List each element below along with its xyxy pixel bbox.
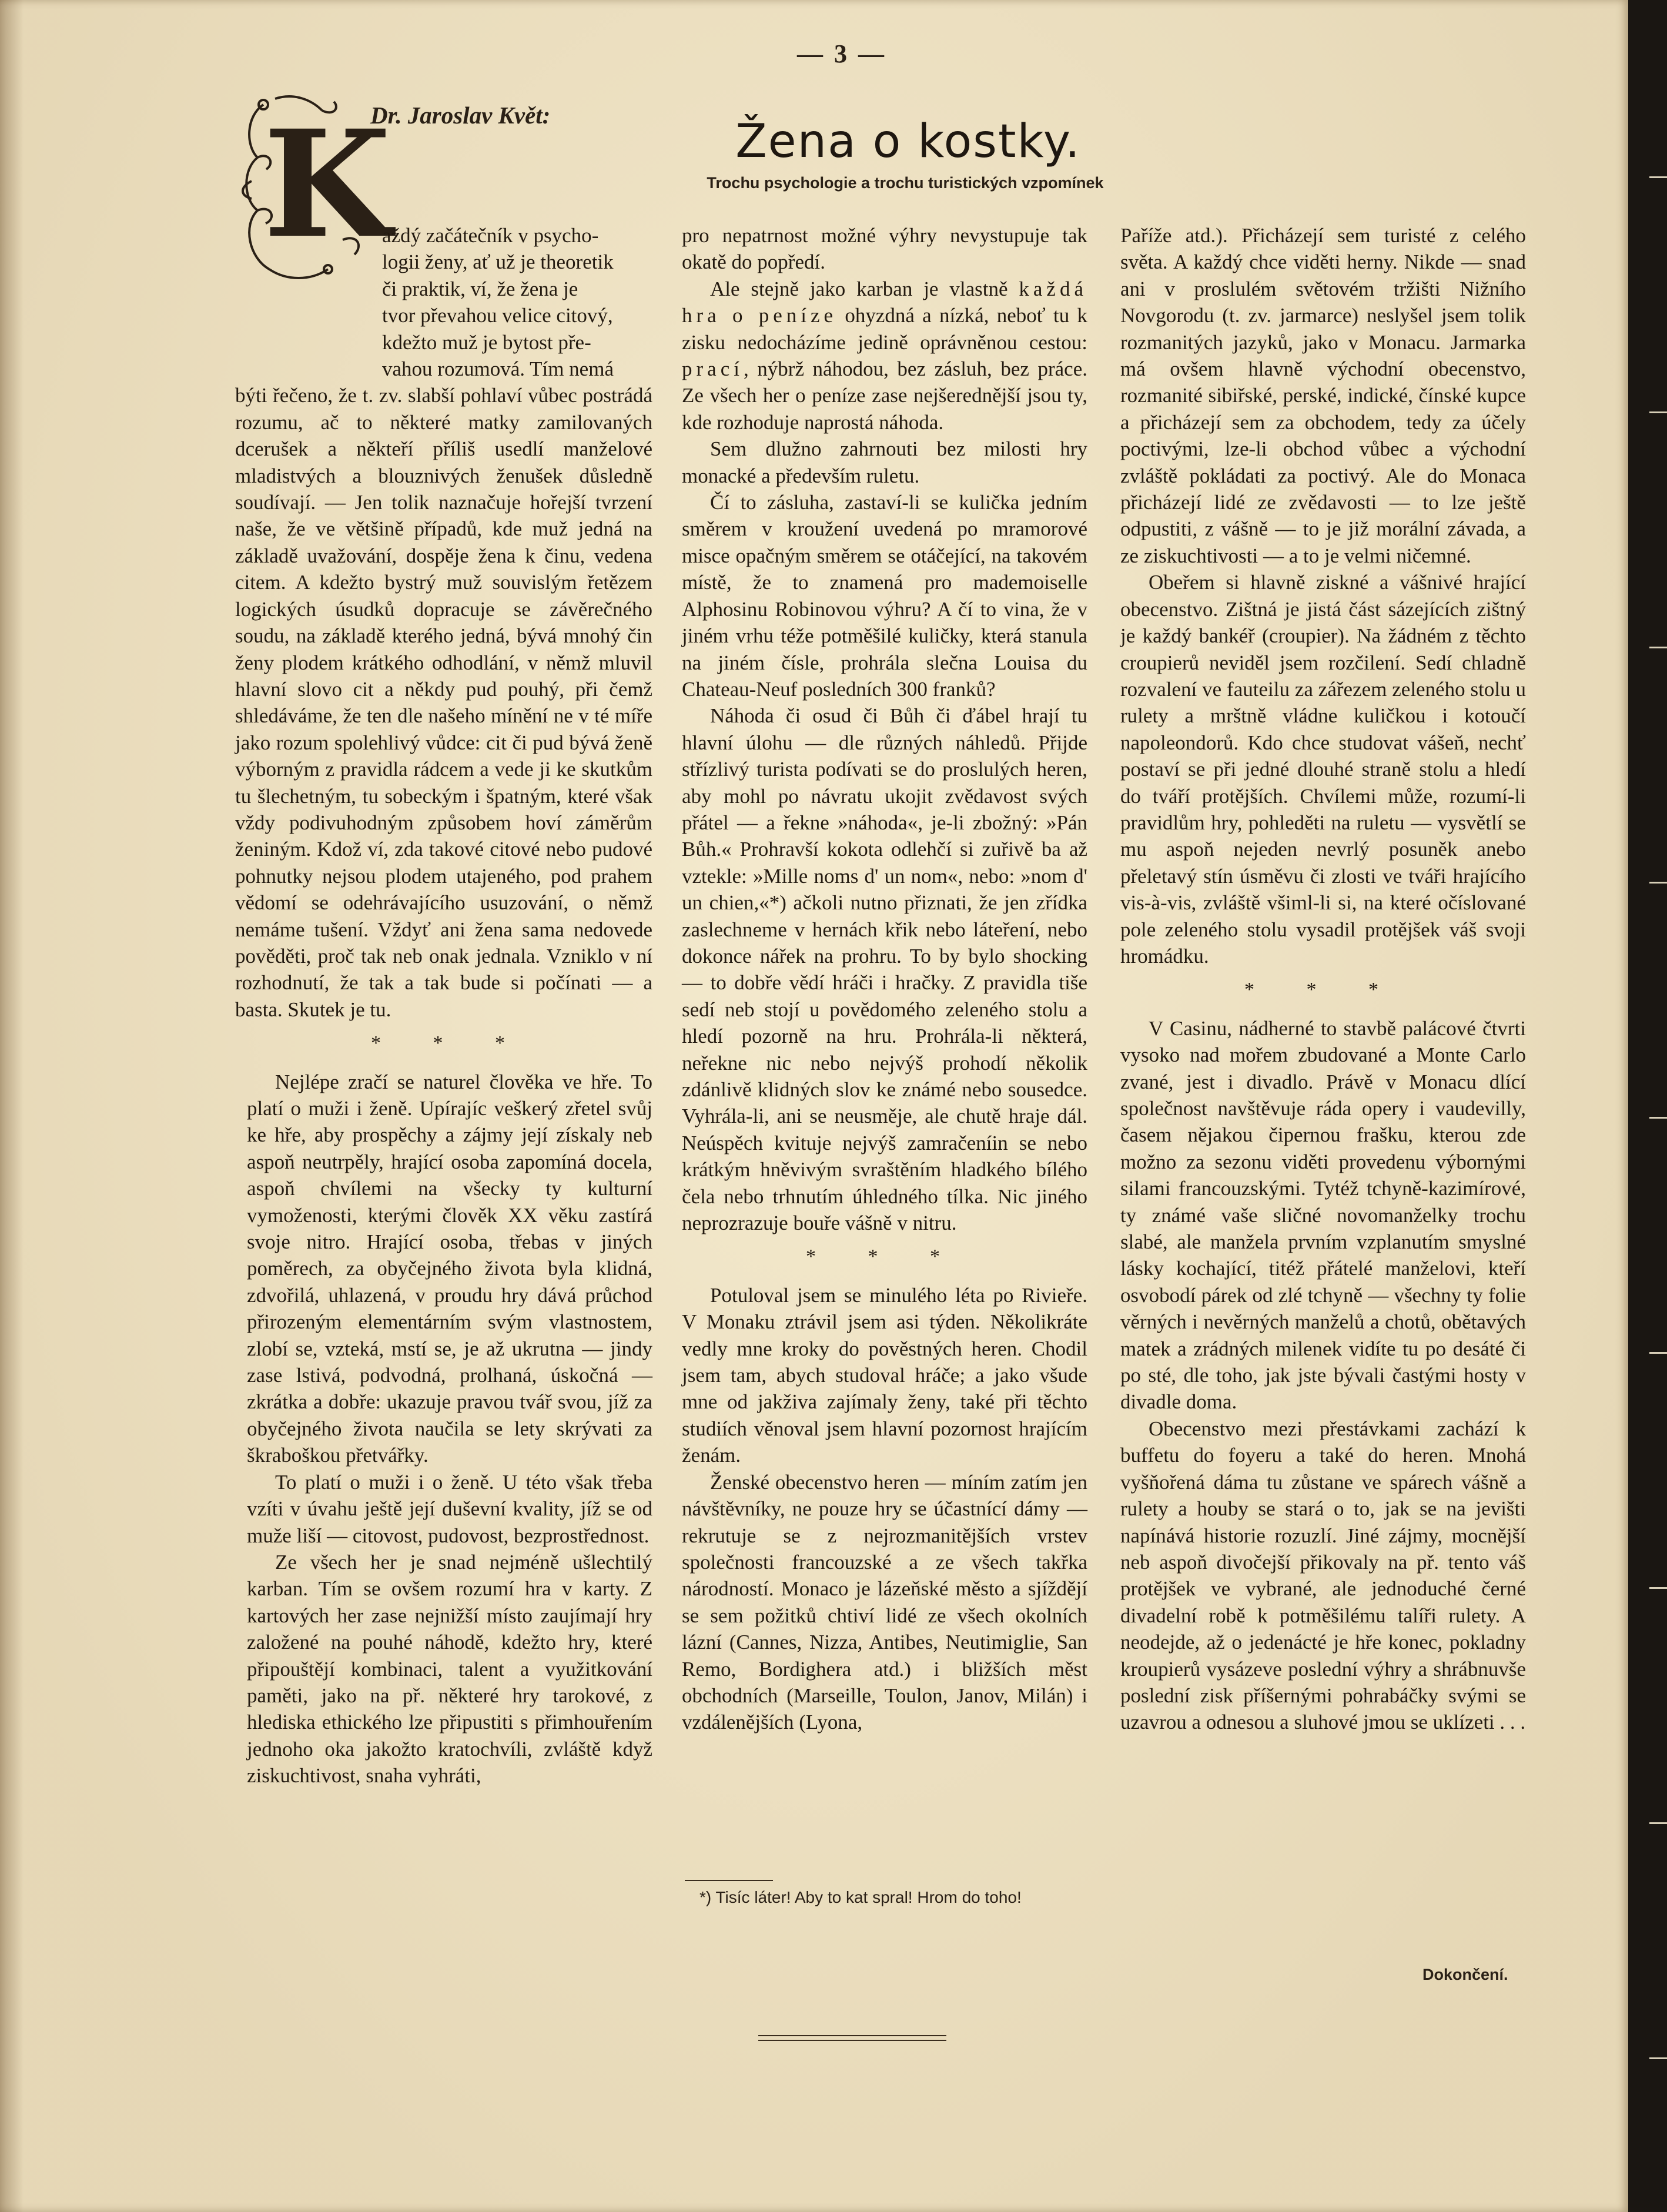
footnote: *) Tisíc láter! Aby to kat spral! Hrom do toho! [699,1888,1022,1906]
intro-line: tvor převahou velice citový, [382,304,613,327]
spaced-emphasis: každá hra o peníze [682,277,1087,327]
column-1 [235,222,652,1789]
intro-line: či praktik, ví, že žena je [382,277,578,300]
paragraph: Nejlépe zračí se naturel člověka ve hře. To platí o muži i ženě. Upírajíc veškerý zřetel svůj ke hře, aby prospěchy a zájmy její získaly neb aspoň neutrpěly, hrající osoba zapomíná docela, aspoň chvílemi na všecky ty kulturní vymoženosti, kterými člověk XX věku zastírá svoje nitro. Hrající osoba, třebas v jiných poměrech, za obyčejného života byla klidná, zdvořilá, uhlazená, v proudu hry dává průchod přirozeným elementárním svým vlastnostem, zlobí se, vzteká, mstí se, je až ukrutna — jindy zase lstivá, podvodná, prolhaná, úskočná — zkrátka a dobře: ukazuje pravou tvář svou, jíž za obyčejného života naučila se lety skrývati za škraboškou přetvářky. [247,1070,652,1467]
paragraph: pro nepatrnost možné výhry nevystupuje tak okatě do popředí. [682,224,1087,274]
text-run: Ale stejně jako karban je vlastně [710,277,1008,300]
paragraph: Obeřem si hlavně ziskné a vášnivé hrající obecenstvo. Zištná je jistá část sázejících zištný je každý bankéř (croupier). Na žádném z těchto croupierů neviděl jsem rozčilení. Sedí chladně rozvalení ve fauteilu za zářezem zeleného stolu u rulety a mrštně vládne kuličkou i kotoučí napoleondorů. Kdo chce studovat vášeň, nechť postaví se při jedné dlouhé straně stolu a hledí do tváří protějších. Chvílemi může, rozumí-li pravidlům hry, pohleděti na ruletu — vysvětlí se mu aspoň nejeden nevrlý posuněk anebo přeletavý stín úsměvu či zlosti ve tváři hrajícího vis-à-vis, zvláště všiml-li si, na které očíslované pole zeleného stolu vysadil protějšek váš svoji hromádku. [1120,571,1526,968]
intro-line: aždý začátečník v psycho- [382,224,599,247]
paragraph: Sem dlužno zahrnouti bez milosti hry monacké a především ruletu. [682,437,1087,487]
end-rule [758,2035,946,2036]
signoff: Dokončení. [1422,1966,1508,1983]
section-stars: * * * [1244,979,1402,1001]
dropcap-letter: K [263,98,391,270]
paragraph: Čí to zásluha, zastaví-li se kulička jedním směrem v kroužení uvedená po mramorové misce opačným směrem se otáčející, na takovém místě, že to znamená pro mademoiselle Alphosinu Robinovou výhru? A čí to vina, že v jiném vrhu téže potměšilé kuličky, která stanula na jiném čísle, prohrála slečna Louisa du Chateau-Neuf posledních 300 franků? [682,491,1087,701]
text-run: ohyzdná a nízká, neboť tu k zisku nedocházíme jedině oprávněnou cestou: [682,304,1087,354]
article-subtitle: Trochu psychologie a trochu turistických vzpomínek [707,174,1104,192]
section-stars: * * * [806,1246,963,1268]
section-stars: * * * [371,1032,528,1055]
article-title: Žena o kostky. [735,115,1081,168]
paragraph [682,276,1087,436]
intro-line: logii ženy, ať už je theoretik [382,250,614,274]
paragraph: To platí o muži i o ženě. U této však třeba vzíti v úvahu ještě její duševní kvality, jíž se od muže liší — citovost, pudovost, bezprostřednost. [247,1470,652,1547]
intro-line: vahou rozumová. Tím nemá [382,357,614,381]
spaced-emphasis: prací [682,357,744,381]
text-run: , nýbrž náhodou, bez zásluh, bez práce. Ze všech her o peníze zase nejšerednější jsou ty, kde rozhoduje naprostá náhoda. [682,357,1087,434]
paragraph: V Casinu, nádherné to stavbě palácové čtvrti vysoko nad mořem zbudované a Monte Carlo zvané, jest i divadlo. Právě v Monacu dlící společnost navštěvuje ráda opery i vaudevilly, časem nějakou čipernou frašku, kterou zde možno za sezonu viděti provedenu výbornými silami francouzskými. Tytéž tchyně-kazimírové, ty známé vaše sličné novomanželky trochu slabé, ale manžela prvním vzplanutím smyslné lásky kochající, titéž přátelé manželovi, kteří osvobodí párek od zlé tchyně — všechny ty folie věrných i nevěrných manželů a chotů, obětavých matek a zrádných milenek vidíte tu po desáté či po sté, dle toho, jak jste bývali častými hosty v divadle doma. [1120,1016,1526,1414]
author-name: Dr. Jaroslav Květ: [370,102,551,129]
paragraph: býti řečeno, že t. zv. slabší pohlaví vůbec postrádá rozumu, ač to některé matky zamilovaných dcerušek a někteří příliš usedlí manželové mladistvých a blouznivých ženušek důsledně soudívají. — Jen tolik naznačuje hořejší tvrzení naše, že ve většině případů, kde muž jedná na základě uvažování, dospěje žena k činu, vedena citem. A kdežto bystrý muž souvislým řetězem logických úsudků dopracuje se závěrečného soudu, na základě kterého jedná, bývá mnohý čin ženy plodem krátkého odhodlání, v němž mluvil hlavní slovo cit a někdy pud pouhý, při čemž shledáváme, že ten dle našeho mínění ne v té míře jako rozum spolehlivý vůdce: cit či pud bývá ženě výborným z pravidla rádcem a vede ji ke skutkům tu šlechetným, tu sobeckým i špatným, které však vždy podivuhodným způsobem hoví záměrům ženiným. Kdož ví, zda takové citové nebo pudové pohnutky nejsou plodem utajeného, pod prahem vědomí se odehrávajícího usuzování, o němž nemáme tušení. Vždyť ani žena sama nedovede pověděti, proč tak neb onak jednala. Vzniklo v ní rozhodnutí, že tak a tak bude si počínati — a basta. Skutek je tu. [235,384,652,1021]
end-rule [758,2040,946,2041]
column-3 [1120,222,1526,1736]
paragraph: Ze všech her je snad nejméně ušlechtilý karban. Tím se ovšem rozumí hra v karty. Z kartových her zase nejnižší místo zaujímají hry založené na pouhé náhodě, kdežto hry, které připouštějí kombinaci, talent a využitkování paměti, jako na př. některé hry tarokové, z hlediska ethického lze připustiti s přimhouřením jednoho oka jakožto kratochvíli, zvláště když ziskuchtivost, snaha vyhráti, [247,1550,652,1788]
footnote-rule [685,1880,773,1881]
scan-ruler [1628,0,1667,2212]
intro-line: kdežto muž je bytost pře- [382,330,591,354]
paragraph: Obecenstvo mezi přestávkami zachází k buffetu do foyeru a také do heren. Mnohá vyšňořená dáma tu zůstane ve spárech vášně a rulety a houby se stará o to, jak se na jevišti napínává historie rozuzlí. Jiné zájmy, mocnější neb aspoň divočejší přikovaly na př. tento váš protějšek ve vybrané, ale jednoduché černé divadelní robě k potměšilému talíři rulety. A neodejde, až o jedenácté je hře konec, pokladny kroupierů vysázeve poslední výhry a shrábnuvše poslední zisk příšernými pohrabáčky svými se uzavrou a odnesou a sluhové jmou se uklízeti . . . [1120,1417,1526,1734]
paragraph: Ženské obecenstvo heren — míním zatím jen návštěvníky, ne pouze hry se účastnící dámy — rekrutuje se z nejrozmanitějších vrstev společnosti francouzské a ze všech takřka národností. Monaco je lázeňské město a sjíždějí se sem požitků chtiví lidé ze všech okolních lázní (Cannes, Nizza, Antibes, Neutimiglie, San Remo, Bordighera atd.) i bližších měst obchodních (Marseille, Toulon, Janov, Milán) i vzdálenějších (Lyona, [682,1470,1087,1734]
page-number: — 3 — [797,39,886,68]
paragraph: Paříže atd.). Přicházejí sem turisté z celého světa. A každý chce viděti herny. Nikde — snad ani v proslulém světovém tržišti Nižního Novgorodu (t. zv. jarmarce) neslyšel jsem tolik rozmanitých jazyků, jako v Monacu. Jarmarka má ovšem hlavně východní obecenstvo, rozmanité sibiřské, perské, indické, čínské kupce a přicházejí sem za obchodem, tedy za účely poctivými, lze-li obchod vůbec a východní zvláště pokládati za poctivý. Ale do Monaca přicházejí lidé ze zvědavosti — to lze ještě odpustiti, z vášně — to je již morální závada, a ze ziskuchtivosti — a to je velmi ničemné. [1120,224,1526,567]
intro-indented-block [247,222,652,382]
paragraph: Náhoda či osud či Bůh či ďábel hrají tu hlavní úlohu — dle různých náhledů. Přijde střízlivý turista podívati se do proslulých heren, aby mohl po návratu ukojit zvědavost svých přátel — a řekne »náhoda«, je-li zbožný: »Pán Bůh.« Prohravší kokota odlehčí si zuřivě ba až vztekle: »Mille noms d' un nom«, nebo: »nom d' un chien,«*) ačkoli nutno přiznati, že jen zřídka zaslechneme v hernách křik nebo láteření, nebo dokonce nářek na prohru. To by bylo shocking — to dobře vědí hráči i hračky. Z pravidla tiše sedí neb stojí u povědomého zeleného stolu a hledí pozorně na hru. Prohrála-li některá, neřekne nic nebo nejvýš prohodí několik zdánlivě klidných slov ke známé nebo sousedce. Vyhrála-li, ani se neusměje, ale chutě hraje dál. Neúspěch kvituje nejvýš zamračeníin se nebo krátkým hněvivým svraštěním hladkého bílého čela nebo trhnutím úhledného tílka. Nic jiného neprozrazuje bouře vášně v nitru. [682,704,1087,1235]
left-edge-shadow [0,0,24,2212]
column-2 [682,222,1087,1736]
paragraph: Potuloval jsem se minulého léta po Rivieře. V Monaku ztrávil jsem asi týden. Několikráte vedly mne kroky do pověstných heren. Chodil jsem tam, abych studoval hráče; a jako všude mne od jakživa zajímaly ženy, také při těchto studiích věnoval jsem hlavní pozornost hrajícím ženám. [682,1283,1087,1467]
